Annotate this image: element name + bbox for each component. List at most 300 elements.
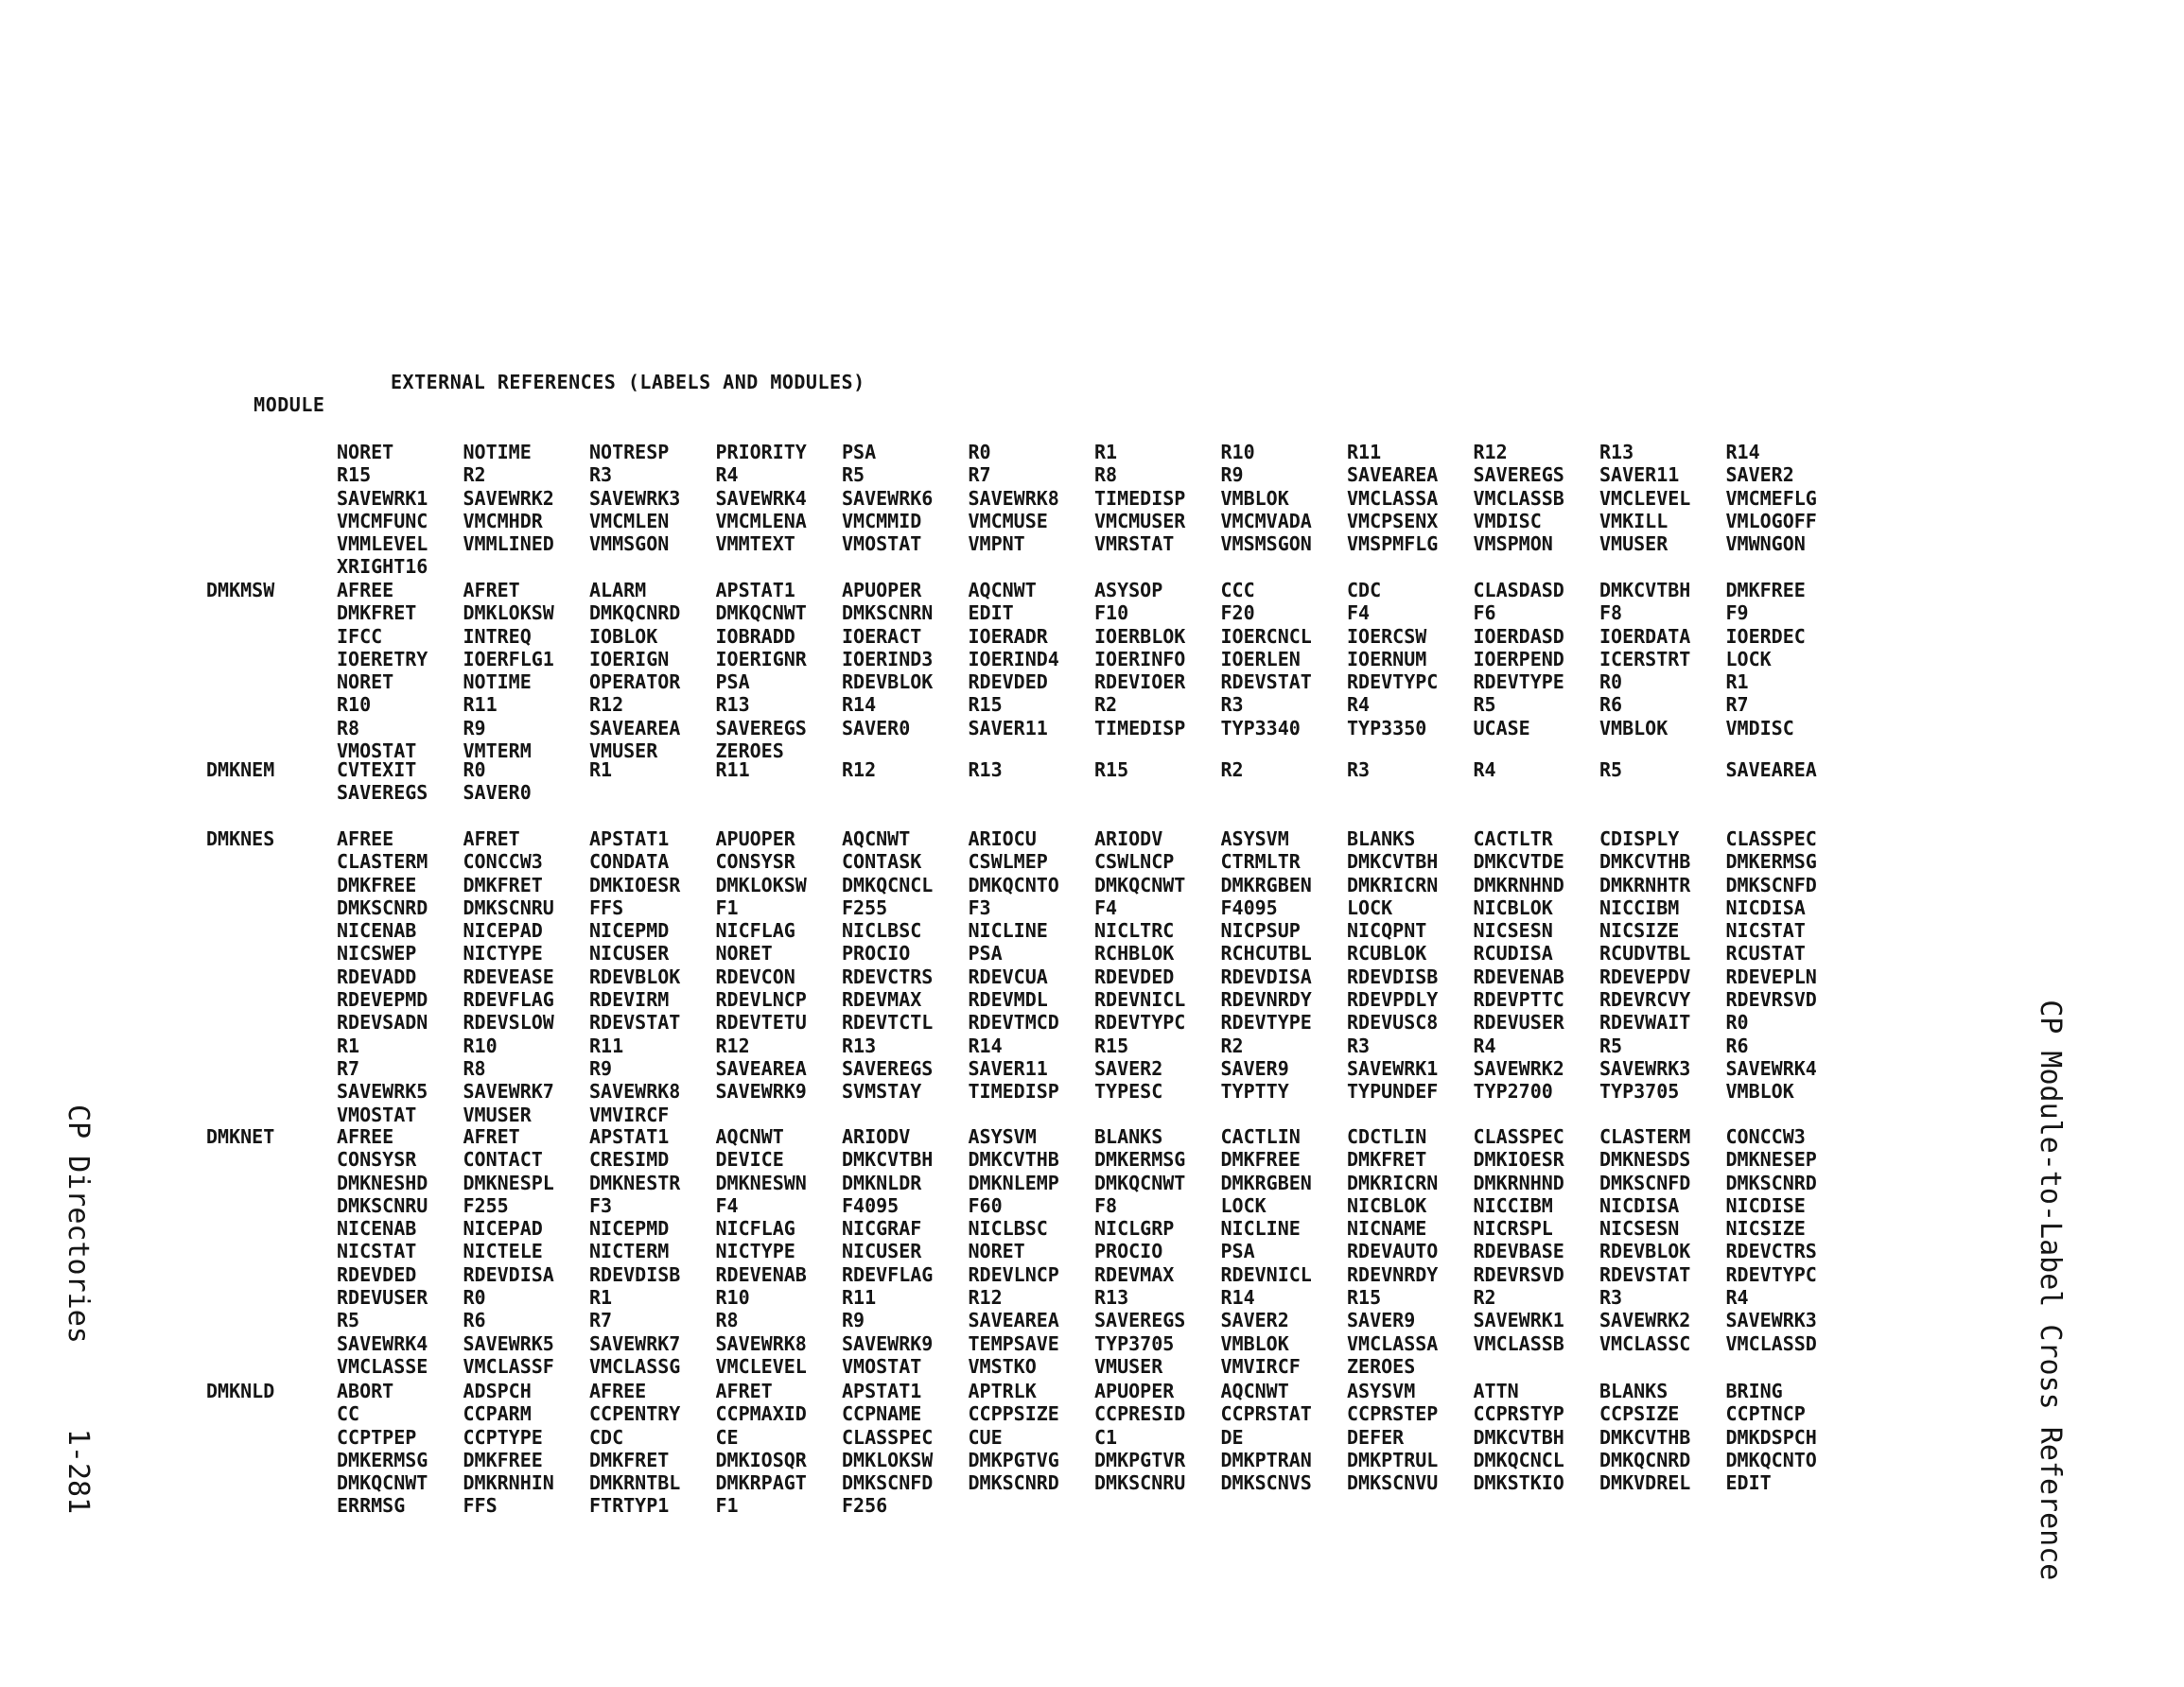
reference-label: R4 bbox=[1347, 693, 1371, 717]
reference-label: CCPENTRY bbox=[589, 1402, 681, 1426]
reference-label: F6 bbox=[1473, 601, 1496, 625]
reference-label: RDEVNICL bbox=[1220, 1262, 1312, 1286]
reference-label: SAVEWRK8 bbox=[968, 486, 1059, 510]
reference-label: R4 bbox=[1725, 1286, 1749, 1310]
reference-label: R6 bbox=[463, 1309, 486, 1332]
reference-label: SAVER11 bbox=[968, 1056, 1048, 1080]
reference-label: SAVEREGS bbox=[715, 716, 807, 739]
reference-label: R11 bbox=[463, 693, 498, 717]
reference-label: SAVEWRK5 bbox=[337, 1080, 428, 1104]
reference-label: RDEVDED bbox=[1094, 965, 1175, 988]
reference-label: DMKQCNRD bbox=[1599, 1448, 1691, 1471]
reference-label: VMUSER bbox=[1599, 532, 1669, 556]
reference-label: RDEVNRDY bbox=[1220, 988, 1312, 1012]
reference-label: CONTASK bbox=[842, 850, 922, 874]
reference-label: IOERDEC bbox=[1725, 624, 1806, 648]
reference-label: AQCNWT bbox=[1220, 1380, 1289, 1402]
reference-label: DMKSCNRD bbox=[337, 896, 428, 919]
reference-label: R7 bbox=[968, 463, 991, 487]
reference-label: NORET bbox=[968, 1240, 1025, 1263]
reference-label: SAVEWRK8 bbox=[715, 1331, 807, 1355]
reference-label: NOTRESP bbox=[589, 441, 670, 463]
reference-label: CCPRSTAT bbox=[1220, 1402, 1312, 1426]
reference-label: TIMEDISP bbox=[1094, 486, 1186, 510]
reference-label: IFCC bbox=[337, 624, 383, 648]
reference-label: R3 bbox=[1220, 693, 1244, 717]
reference-label: FFS bbox=[463, 1494, 498, 1518]
reference-label: NICNAME bbox=[1347, 1217, 1427, 1241]
reference-label: CCPTNCP bbox=[1725, 1402, 1806, 1426]
reference-label: UCASE bbox=[1473, 716, 1530, 739]
reference-label: R6 bbox=[1725, 1034, 1749, 1057]
module-column-label: MODULE bbox=[253, 393, 325, 416]
reference-label: VMCMHDR bbox=[463, 509, 543, 532]
reference-label: VMRSTAT bbox=[1094, 532, 1175, 556]
reference-label: F255 bbox=[842, 896, 888, 919]
reference-label: TIMEDISP bbox=[1094, 716, 1186, 739]
reference-label: VMCMUSER bbox=[1094, 509, 1186, 532]
reference-label: R2 bbox=[1473, 1286, 1496, 1310]
reference-label: NORET bbox=[337, 441, 394, 463]
reference-label: R0 bbox=[463, 758, 486, 781]
reference-label: FTRTYP1 bbox=[589, 1494, 670, 1518]
reference-label: CCPRSTYP bbox=[1473, 1402, 1564, 1426]
reference-label: NICLBSC bbox=[968, 1217, 1048, 1241]
reference-label: RDEVCTRS bbox=[842, 965, 934, 988]
reference-label: VMBLOK bbox=[1725, 1080, 1794, 1104]
reference-list bbox=[337, 579, 1852, 762]
reference-label: C1 bbox=[1094, 1425, 1118, 1449]
reference-label: DMKSCNRU bbox=[1094, 1471, 1186, 1495]
reference-label: OPERATOR bbox=[589, 670, 681, 694]
reference-label: RDEVBLOK bbox=[589, 965, 681, 988]
reference-label: R8 bbox=[715, 1309, 739, 1332]
reference-label: F1 bbox=[715, 896, 739, 919]
reference-label: NORET bbox=[715, 942, 773, 965]
reference-list bbox=[337, 827, 1852, 1126]
reference-label: CLASTERM bbox=[1599, 1125, 1691, 1148]
reference-label: CLASTERM bbox=[337, 850, 428, 874]
reference-label: R9 bbox=[589, 1056, 613, 1080]
reference-label: AFREE bbox=[337, 827, 394, 850]
reference-label: DMKSCNRD bbox=[1725, 1171, 1817, 1194]
reference-label: SAVER2 bbox=[1094, 1056, 1163, 1080]
reference-label: R12 bbox=[842, 758, 877, 781]
reference-label: VMDISC bbox=[1473, 509, 1542, 532]
reference-label: NICDISA bbox=[1725, 896, 1806, 919]
reference-label: VMCLEVEL bbox=[715, 1354, 807, 1378]
reference-label: ASYSVM bbox=[1220, 827, 1289, 850]
reference-label: NICCIBM bbox=[1473, 1193, 1553, 1217]
reference-label: AFRET bbox=[715, 1380, 773, 1402]
reference-label: DMKCVTHB bbox=[1599, 850, 1691, 874]
reference-label: R3 bbox=[1347, 758, 1371, 781]
reference-label: SAVEWRK9 bbox=[715, 1080, 807, 1104]
reference-label: R14 bbox=[968, 1034, 1003, 1057]
reference-label: RDEVSLOW bbox=[463, 1011, 554, 1035]
reference-label: AQCNWT bbox=[715, 1125, 784, 1148]
reference-label: R7 bbox=[589, 1309, 613, 1332]
reference-label: VMKILL bbox=[1599, 509, 1669, 532]
reference-label: EDIT bbox=[968, 601, 1014, 625]
reference-label: R4 bbox=[715, 463, 739, 487]
reference-label: PROCIO bbox=[842, 942, 911, 965]
reference-label: DMKCVTHB bbox=[968, 1148, 1059, 1172]
reference-label: VMPNT bbox=[968, 532, 1025, 556]
reference-label: F4 bbox=[1094, 896, 1118, 919]
reference-label: NICLTRC bbox=[1094, 919, 1175, 943]
reference-label: IOERACT bbox=[842, 624, 922, 648]
reference-label: RDEVSADN bbox=[337, 1011, 428, 1035]
reference-label: NICSTAT bbox=[337, 1240, 417, 1263]
reference-label: VMCMVADA bbox=[1220, 509, 1312, 532]
reference-label: VMTERM bbox=[463, 739, 532, 763]
reference-label: VMBLOK bbox=[1220, 486, 1289, 510]
reference-label: DMKSCNRD bbox=[968, 1471, 1059, 1495]
reference-label: VMCLASSG bbox=[589, 1354, 681, 1378]
reference-label: R8 bbox=[463, 1056, 486, 1080]
reference-label: NICCIBM bbox=[1599, 896, 1680, 919]
reference-label: EDIT bbox=[1725, 1471, 1772, 1495]
reference-label: RCUDISA bbox=[1473, 942, 1553, 965]
reference-label: RDEVDED bbox=[968, 670, 1048, 694]
reference-label: RCHCUTBL bbox=[1220, 942, 1312, 965]
reference-label: IOERCSW bbox=[1347, 624, 1427, 648]
reference-label: DMKRICRN bbox=[1347, 873, 1439, 896]
reference-label: R7 bbox=[1725, 693, 1749, 717]
reference-label: IOERLEN bbox=[1220, 647, 1301, 670]
reference-label: AFREE bbox=[337, 1125, 394, 1148]
reference-label: DMKFRET bbox=[1347, 1148, 1427, 1172]
reference-label: NICEPMD bbox=[589, 1217, 670, 1241]
reference-label: CDC bbox=[589, 1425, 624, 1449]
reference-label: VMDISC bbox=[1725, 716, 1794, 739]
reference-label: DMKQCNTO bbox=[968, 873, 1059, 896]
reference-label: NICPSUP bbox=[1220, 919, 1301, 943]
reference-label: DMKSCNRU bbox=[463, 896, 554, 919]
reference-label: SAVEWRK5 bbox=[463, 1331, 554, 1355]
reference-label: DMKSCNVS bbox=[1220, 1471, 1312, 1495]
reference-label: SAVEREGS bbox=[337, 781, 428, 805]
reference-label: R14 bbox=[1220, 1286, 1255, 1310]
reference-label: R1 bbox=[1094, 441, 1118, 463]
reference-label: VMSMSGON bbox=[1220, 532, 1312, 556]
reference-label: R15 bbox=[1094, 1034, 1129, 1057]
reference-label: DMKQCNWT bbox=[1094, 873, 1186, 896]
reference-label: RDEVDISB bbox=[1347, 965, 1439, 988]
reference-label: NICGRAF bbox=[842, 1217, 922, 1241]
reference-label: ASYSOP bbox=[1094, 579, 1163, 601]
reference-label: NICFLAG bbox=[715, 919, 795, 943]
reference-label: SAVEWRK3 bbox=[589, 486, 681, 510]
reference-label: R2 bbox=[1220, 1034, 1244, 1057]
reference-label: RDEVEPMD bbox=[337, 988, 428, 1012]
reference-label: DMKPTRUL bbox=[1347, 1448, 1439, 1471]
reference-label: R12 bbox=[715, 1034, 750, 1057]
reference-list bbox=[337, 441, 1852, 579]
reference-label: DMKNLEMP bbox=[968, 1171, 1059, 1194]
reference-label: DMKERMSG bbox=[1094, 1148, 1186, 1172]
reference-label: NICTYPE bbox=[463, 942, 543, 965]
reference-label: ZEROES bbox=[1347, 1354, 1416, 1378]
reference-label: DMKVDREL bbox=[1599, 1471, 1691, 1495]
reference-label: RDEVTMCD bbox=[968, 1011, 1059, 1035]
reference-label: DMKRNHND bbox=[1473, 1171, 1564, 1194]
reference-label: NICTYPE bbox=[715, 1240, 795, 1263]
reference-label: NICLINE bbox=[968, 919, 1048, 943]
references-column-label: EXTERNAL REFERENCES (LABELS AND MODULES) bbox=[391, 371, 865, 393]
reference-label: DMKQCNRD bbox=[589, 601, 681, 625]
reference-label: R11 bbox=[842, 1286, 877, 1310]
reference-label: R9 bbox=[842, 1309, 865, 1332]
reference-label: NICTELE bbox=[463, 1240, 543, 1263]
reference-label: CONCCW3 bbox=[1725, 1125, 1806, 1148]
reference-label: VMBLOK bbox=[1599, 716, 1669, 739]
reference-label: DMKFRET bbox=[589, 1448, 670, 1471]
reference-label: VMCMEFLG bbox=[1725, 486, 1817, 510]
reference-label: VMCPSENX bbox=[1347, 509, 1439, 532]
reference-label: VMMLINED bbox=[463, 532, 554, 556]
reference-label: IOERIND3 bbox=[842, 647, 934, 670]
reference-label: BLANKS bbox=[1347, 827, 1416, 850]
reference-label: CC bbox=[337, 1402, 360, 1426]
reference-label: RDEVTYPC bbox=[1347, 670, 1439, 694]
reference-label: SAVEWRK1 bbox=[1347, 1056, 1439, 1080]
reference-label: TYPTTY bbox=[1220, 1080, 1289, 1104]
reference-label: CLASSPEC bbox=[1473, 1125, 1564, 1148]
reference-label: IOERDASD bbox=[1473, 624, 1564, 648]
reference-label: NICUSER bbox=[589, 942, 670, 965]
reference-label: IOERETRY bbox=[337, 647, 428, 670]
reference-label: VMCMUSE bbox=[968, 509, 1048, 532]
reference-label: SAVEWRK9 bbox=[842, 1331, 934, 1355]
reference-label: TYP3350 bbox=[1347, 716, 1427, 739]
reference-label: SAVER11 bbox=[968, 716, 1048, 739]
reference-label: CONTACT bbox=[463, 1148, 543, 1172]
reference-label: APUOPER bbox=[715, 827, 795, 850]
reference-label: RDEVPTTC bbox=[1473, 988, 1564, 1012]
reference-label: R5 bbox=[1599, 1034, 1623, 1057]
reference-label: CLASSPEC bbox=[1725, 827, 1817, 850]
reference-label: ZEROES bbox=[715, 739, 784, 763]
reference-label: AFRET bbox=[463, 1125, 520, 1148]
reference-label: NOTIME bbox=[463, 670, 532, 694]
reference-label: SAVER2 bbox=[1220, 1309, 1289, 1332]
reference-label: RDEVTYPC bbox=[1725, 1262, 1817, 1286]
reference-label: R10 bbox=[715, 1286, 750, 1310]
reference-label: AFRET bbox=[463, 827, 520, 850]
reference-label: NORET bbox=[337, 670, 394, 694]
reference-label: TYPESC bbox=[1094, 1080, 1163, 1104]
reference-label: R15 bbox=[1094, 758, 1129, 781]
reference-label: INTREQ bbox=[463, 624, 532, 648]
reference-label: R13 bbox=[1094, 1286, 1129, 1310]
reference-label: RDEVPDLY bbox=[1347, 988, 1439, 1012]
reference-label: DMKQCNCL bbox=[842, 873, 934, 896]
reference-label: VMMTEXT bbox=[715, 532, 795, 556]
reference-label: CDC bbox=[1347, 579, 1382, 601]
reference-label: CCPSIZE bbox=[1599, 1402, 1680, 1426]
reference-label: PSA bbox=[968, 942, 1003, 965]
reference-label: NICQPNT bbox=[1347, 919, 1427, 943]
reference-label: R13 bbox=[1599, 441, 1634, 463]
reference-list bbox=[337, 1380, 1852, 1518]
page-number: 1-281 bbox=[61, 1428, 95, 1515]
reference-label: RDEVMAX bbox=[1094, 1262, 1175, 1286]
reference-label: ASYSVM bbox=[1347, 1380, 1416, 1402]
reference-label: R8 bbox=[337, 716, 360, 739]
reference-label: DMKSCNFD bbox=[1725, 873, 1817, 896]
reference-label: TYP3340 bbox=[1220, 716, 1301, 739]
reference-label: DMKQCNTO bbox=[1725, 1448, 1817, 1471]
reference-label: CSWLMEP bbox=[968, 850, 1048, 874]
reference-label: NICENAB bbox=[337, 919, 417, 943]
reference-label: VMCLASSF bbox=[463, 1354, 554, 1378]
reference-label: F8 bbox=[1599, 601, 1623, 625]
reference-label: VMWNGON bbox=[1725, 532, 1806, 556]
reference-label: RDEVIOER bbox=[1094, 670, 1186, 694]
reference-label: F255 bbox=[463, 1193, 509, 1217]
reference-label: R0 bbox=[463, 1286, 486, 1310]
reference-label: R3 bbox=[589, 463, 613, 487]
reference-label: NICDISA bbox=[1599, 1193, 1680, 1217]
reference-label: RDEVBLOK bbox=[1599, 1240, 1691, 1263]
reference-label: ALARM bbox=[589, 579, 647, 601]
reference-label: RDEVUSER bbox=[337, 1286, 428, 1310]
reference-label: VMOSTAT bbox=[842, 1354, 922, 1378]
reference-label: R2 bbox=[1094, 693, 1118, 717]
reference-label: NICSESN bbox=[1599, 1217, 1680, 1241]
reference-label: NICDISE bbox=[1725, 1193, 1806, 1217]
reference-label: R6 bbox=[1599, 693, 1623, 717]
reference-label: IOERADR bbox=[968, 624, 1048, 648]
reference-label: VMLOGOFF bbox=[1725, 509, 1817, 532]
reference-label: NICEPMD bbox=[589, 919, 670, 943]
reference-label: RDEVADD bbox=[337, 965, 417, 988]
reference-label: RDEVLNCP bbox=[968, 1262, 1059, 1286]
reference-label: DMKIOSQR bbox=[715, 1448, 807, 1471]
reference-label: IOERIGN bbox=[589, 647, 670, 670]
reference-label: R14 bbox=[842, 693, 877, 717]
reference-label: R2 bbox=[463, 463, 486, 487]
reference-label: VMCMLENA bbox=[715, 509, 807, 532]
reference-label: DMKNESHD bbox=[337, 1171, 428, 1194]
reference-label: LOCK bbox=[1725, 647, 1772, 670]
reference-label: RDEVFLAG bbox=[842, 1262, 934, 1286]
reference-label: PSA bbox=[842, 441, 877, 463]
reference-label: SAVEAREA bbox=[715, 1056, 807, 1080]
reference-label: R15 bbox=[337, 463, 372, 487]
reference-label: IOERFLG1 bbox=[463, 647, 554, 670]
reference-label: ERRMSG bbox=[337, 1494, 406, 1518]
reference-label: DMKCVTBH bbox=[1599, 579, 1691, 601]
reference-label: VMOSTAT bbox=[337, 739, 417, 763]
reference-label: NICLINE bbox=[1220, 1217, 1301, 1241]
reference-label: NICRSPL bbox=[1473, 1217, 1553, 1241]
reference-label: R1 bbox=[589, 758, 613, 781]
reference-label: SAVEAREA bbox=[589, 716, 681, 739]
reference-label: R3 bbox=[1347, 1034, 1371, 1057]
reference-label: RDEVUSC8 bbox=[1347, 1011, 1439, 1035]
reference-label: IOERIGNR bbox=[715, 647, 807, 670]
reference-label: SAVEWRK4 bbox=[715, 486, 807, 510]
reference-label: DMKNESDS bbox=[1599, 1148, 1691, 1172]
reference-label: RDEVDED bbox=[337, 1262, 417, 1286]
reference-label: APSTAT1 bbox=[589, 1125, 670, 1148]
reference-label: DMKFRET bbox=[337, 601, 417, 625]
reference-label: BLANKS bbox=[1094, 1125, 1163, 1148]
reference-label: R1 bbox=[589, 1286, 613, 1310]
reference-label: F1 bbox=[715, 1494, 739, 1518]
reference-label: SAVER2 bbox=[1725, 463, 1794, 487]
reference-label: ABORT bbox=[337, 1380, 394, 1402]
reference-label: R10 bbox=[463, 1034, 498, 1057]
reference-label: RCUSTAT bbox=[1725, 942, 1806, 965]
reference-label: F4095 bbox=[842, 1193, 900, 1217]
reference-label: CSWLNCP bbox=[1094, 850, 1175, 874]
reference-label: DMKLOKSW bbox=[715, 873, 807, 896]
reference-label: SAVEWRK1 bbox=[337, 486, 428, 510]
reference-label: RDEVMAX bbox=[842, 988, 922, 1012]
module-name: DMKNET bbox=[206, 1125, 275, 1148]
reference-label: FFS bbox=[589, 896, 624, 919]
reference-label: IOERINFO bbox=[1094, 647, 1186, 670]
reference-label: NICUSER bbox=[842, 1240, 922, 1263]
reference-label: RDEVMDL bbox=[968, 988, 1048, 1012]
reference-label: SAVEWRK7 bbox=[463, 1080, 554, 1104]
reference-label: DMKNESWN bbox=[715, 1171, 807, 1194]
reference-label: VMUSER bbox=[463, 1103, 532, 1126]
reference-label: R2 bbox=[1220, 758, 1244, 781]
reference-label: AFREE bbox=[337, 579, 394, 601]
reference-label: R5 bbox=[337, 1309, 360, 1332]
reference-label: DMKLOKSW bbox=[842, 1448, 934, 1471]
reference-label: IOERDATA bbox=[1599, 624, 1691, 648]
reference-label: SAVER11 bbox=[1599, 463, 1680, 487]
reference-label: RDEVCUA bbox=[968, 965, 1048, 988]
reference-label: RDEVTYPE bbox=[1473, 670, 1564, 694]
reference-label: R13 bbox=[715, 693, 750, 717]
reference-label: CCPPSIZE bbox=[968, 1402, 1059, 1426]
reference-label: DMKSCNFD bbox=[842, 1471, 934, 1495]
reference-label: SAVEREGS bbox=[842, 1056, 934, 1080]
reference-label: RDEVCTRS bbox=[1725, 1240, 1817, 1263]
reference-label: DMKSCNRN bbox=[842, 601, 934, 625]
reference-label: SAVEAREA bbox=[1725, 758, 1817, 781]
reference-label: R12 bbox=[968, 1286, 1003, 1310]
reference-label: APUOPER bbox=[842, 579, 922, 601]
reference-label: F20 bbox=[1220, 601, 1255, 625]
reference-label: IOBRADD bbox=[715, 624, 795, 648]
reference-label: R1 bbox=[337, 1034, 360, 1057]
reference-label: ARIODV bbox=[1094, 827, 1163, 850]
reference-label: SAVEWRK4 bbox=[1725, 1056, 1817, 1080]
right-margin-caption bbox=[2034, 931, 2100, 1581]
reference-label: VMCLASSE bbox=[337, 1354, 428, 1378]
reference-label: F4095 bbox=[1220, 896, 1278, 919]
reference-label: VMCLASSB bbox=[1473, 1331, 1564, 1355]
reference-label: SAVEWRK6 bbox=[842, 486, 934, 510]
reference-label: NICENAB bbox=[337, 1217, 417, 1241]
reference-label: APUOPER bbox=[1094, 1380, 1175, 1402]
reference-label: SAVEWRK2 bbox=[1599, 1309, 1691, 1332]
reference-label: R13 bbox=[842, 1034, 877, 1057]
reference-label: SAVER0 bbox=[463, 781, 532, 805]
reference-label: APSTAT1 bbox=[715, 579, 795, 601]
reference-label: RDEVDISA bbox=[463, 1262, 554, 1286]
reference-label: SAVEWRK3 bbox=[1599, 1056, 1691, 1080]
reference-label: F3 bbox=[968, 896, 991, 919]
